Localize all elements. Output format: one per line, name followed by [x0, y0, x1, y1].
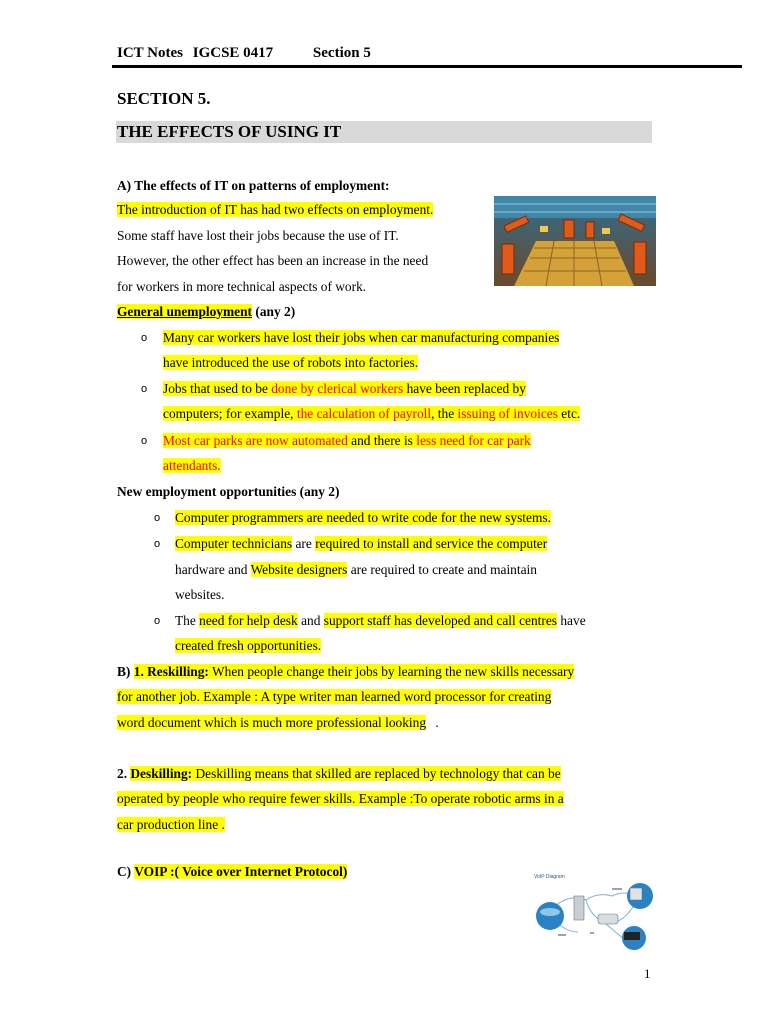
voip-diagram [528, 872, 658, 956]
header-code: IGCSE 0417 [192, 45, 274, 61]
intro-line-4: for workers in more technical aspects of work. [117, 279, 367, 294]
header-rule [112, 65, 742, 68]
item-text: need for help desk [199, 613, 298, 628]
item-red-text: attendants. [163, 458, 221, 473]
intro-line-1 [117, 202, 433, 218]
reskilling-text: . [432, 715, 439, 730]
item-red-text: done by clerical workers [271, 381, 404, 396]
deskilling-line-1 [117, 766, 561, 782]
header-section: Section 5 [312, 45, 371, 61]
deskilling-term: Deskilling: [130, 766, 193, 781]
item-text: Computer technicians [175, 536, 293, 551]
robot-factory-image [494, 196, 656, 286]
deskilling-line-2 [117, 791, 564, 807]
item-text: Jobs that used to be [163, 381, 272, 396]
opportunity-item-2-end: websites. [175, 587, 225, 602]
bullet-marker: o [141, 332, 148, 344]
opportunity-item-2 [175, 536, 547, 552]
voip-heading [117, 864, 347, 880]
bullet-marker: o [154, 615, 161, 627]
unemployment-heading [117, 304, 295, 320]
reskilling-text: for another job. Example : A type writer man learned word processor for creating [117, 689, 552, 704]
reskilling-term: 1. Reskilling: [133, 664, 209, 679]
opportunities-heading: New employment opportunities (any 2) [117, 484, 340, 499]
item-text: Computer programmers are needed to write code for the new systems. [175, 510, 551, 525]
item-text: etc. [557, 406, 581, 421]
bullet-marker: o [154, 512, 161, 524]
item-red-text: the calculation of payroll [296, 406, 432, 421]
bullet-marker: o [141, 435, 148, 447]
item-red-text: issuing of invoices [457, 406, 558, 421]
voip-diagram-title: VoIP Diagram [534, 874, 565, 880]
item-text: are [292, 536, 316, 551]
intro-line-3: However, the other effect has been an increase in the need [117, 253, 429, 268]
item-text: Website designers [250, 562, 348, 577]
page-number: 1 [644, 966, 651, 981]
unemployment-item-3-cont [163, 458, 221, 474]
part-c-label: C) [117, 864, 135, 879]
deskilling-text: Deskilling means that skilled are replaced by technology that can be [192, 766, 561, 781]
header-notes: ICT Notes [117, 45, 183, 61]
unemployment-item-3 [163, 433, 531, 449]
reskilling-text: When people change their jobs by learning the new skills necessary [208, 664, 575, 679]
deskilling-number: 2. [117, 766, 131, 781]
reskilling-line-3 [117, 715, 439, 731]
item-text: and [297, 613, 324, 628]
unemployment-item-1 [163, 330, 559, 346]
item-text: created fresh opportunities. [175, 638, 322, 653]
reskilling-line-2 [117, 689, 551, 705]
running-header [117, 44, 371, 62]
unemployment-item-2 [163, 381, 526, 397]
deskilling-text: operated by people who require fewer skills. Example :To operate robotic arms in a [117, 791, 564, 806]
deskilling-line-3 [117, 817, 225, 833]
item-text: required to install and service the computer [315, 536, 548, 551]
intro-highlight: The introduction of IT has had two effects on employment. [117, 202, 434, 217]
part-a-heading: A) The effects of IT on patterns of employment: [117, 178, 390, 193]
section-title: SECTION 5. [117, 89, 211, 108]
unemployment-suffix: (any 2) [252, 304, 296, 319]
unemployment-title: General unemployment [117, 304, 253, 319]
opportunity-item-2-cont [175, 562, 537, 578]
voip-term: VOIP :( Voice over Internet Protocol) [134, 864, 348, 879]
item-red-text: Most car parks are now automated [163, 433, 348, 448]
reskilling-line-1 [117, 664, 574, 680]
item-text: have been replaced by [403, 381, 526, 396]
item-text: support staff has developed and call centres [323, 613, 558, 628]
banner-title: THE EFFECTS OF USING IT [117, 122, 342, 141]
item-text: , the [431, 406, 458, 421]
item-text: have [557, 613, 586, 628]
item-text: computers; for example, [163, 406, 297, 421]
section-banner [116, 121, 652, 143]
reskilling-text: word document which is much more professional looking [117, 715, 427, 730]
intro-line-2: Some staff have lost their jobs because the use of IT. [117, 228, 399, 243]
part-b-label: B) [117, 664, 134, 679]
bullet-marker: o [141, 383, 148, 395]
item-text: and there is [347, 433, 417, 448]
unemployment-item-2-cont [163, 406, 580, 422]
deskilling-text: car production line . [117, 817, 225, 832]
item-text: Many car workers have lost their jobs when car manufacturing companies [163, 330, 560, 345]
bullet-marker: o [154, 538, 161, 550]
opportunity-item-3-cont [175, 638, 321, 654]
opportunity-item-3 [175, 613, 586, 629]
item-text: The [175, 613, 200, 628]
item-text: are required to create and maintain [347, 562, 537, 577]
item-text: have introduced the use of robots into factories. [163, 355, 419, 370]
unemployment-item-1-cont [163, 355, 418, 371]
item-red-text: less need for car park [416, 433, 531, 448]
item-text: hardware and [175, 562, 251, 577]
opportunity-item-1 [175, 510, 551, 526]
